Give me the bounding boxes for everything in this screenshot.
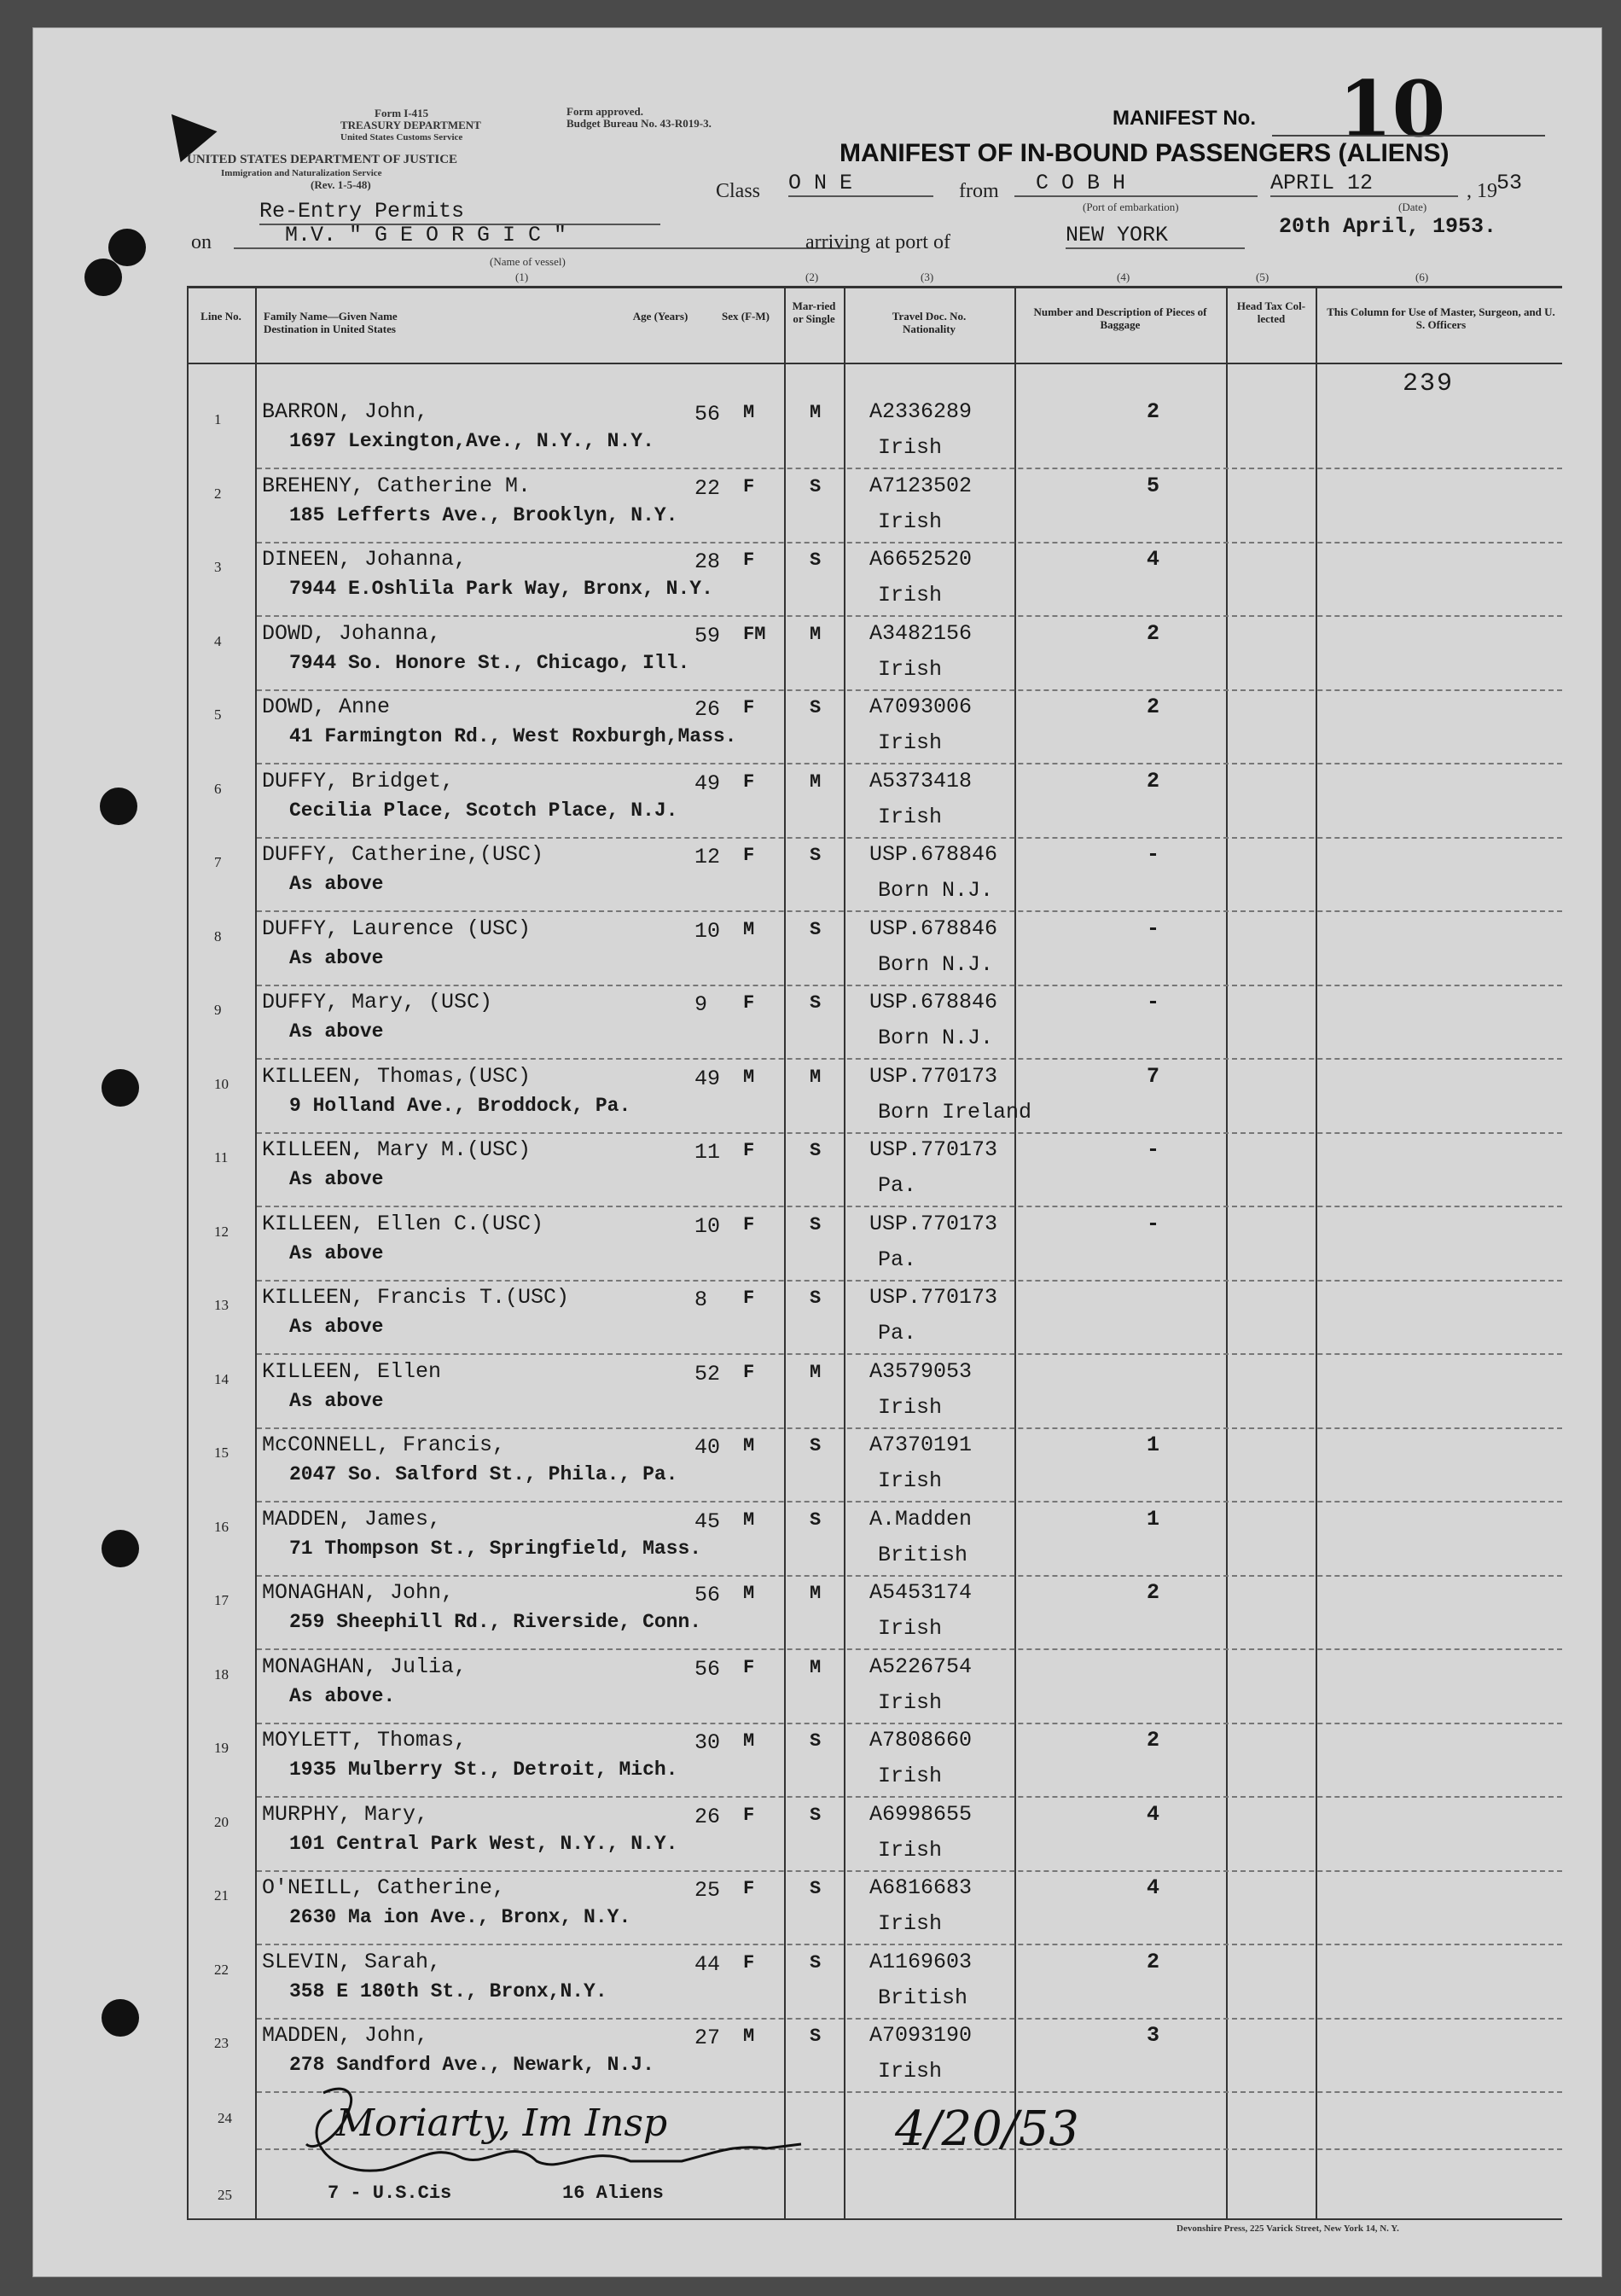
baggage-count: 7	[1147, 1063, 1160, 1089]
col-divider	[844, 286, 845, 2218]
passenger-name: BARRON, John,	[262, 399, 429, 424]
passenger-name: DUFFY, Bridget,	[262, 768, 455, 793]
baggage-count: -	[1147, 842, 1160, 867]
travel-document: A5453174	[869, 1580, 973, 1605]
port-embarkation-caption: (Port of embarkation)	[1083, 201, 1179, 213]
nationality: Born N.J.	[878, 878, 994, 903]
row-rule	[257, 1870, 1562, 1872]
baggage-count: 2	[1147, 399, 1160, 424]
baggage-count: 4	[1147, 547, 1160, 572]
passenger-age: 26	[694, 1804, 721, 1829]
passenger-destination: 259 Sheephill Rd., Riverside, Conn.	[289, 1611, 702, 1633]
marital-status: S	[810, 1213, 822, 1235]
passenger-destination: 1697 Lexington,Ave., N.Y., N.Y.	[289, 430, 654, 452]
date-caption: (Date)	[1398, 201, 1427, 213]
marital-status: S	[810, 1435, 822, 1456]
header-married: Mar-ried or Single	[792, 299, 836, 325]
row-number: 5	[214, 706, 222, 723]
passenger-name: DUFFY, Laurence (USC)	[262, 915, 532, 941]
nationality: Irish	[878, 1764, 943, 1788]
header-head-tax: Head Tax Col-lected	[1236, 299, 1306, 325]
baggage-count: 4	[1147, 1801, 1160, 1827]
passenger-sex: M	[743, 402, 755, 423]
passenger-destination: 71 Thompson St., Springfield, Mass.	[289, 1537, 702, 1560]
officer-signature: Moriarty, Im Insp	[336, 2101, 668, 2145]
row-number: 16	[214, 1518, 229, 1535]
row-number: 1	[214, 411, 222, 427]
nationality: Pa.	[878, 1173, 917, 1198]
budget-bureau: Budget Bureau No. 43-R019-3.	[566, 117, 712, 130]
marital-status: S	[810, 2026, 822, 2047]
nationality: Pa.	[878, 1321, 917, 1346]
manifest-underline	[1272, 135, 1545, 137]
passenger-name: MADDEN, John,	[262, 2023, 429, 2048]
baggage-count: 4	[1147, 1875, 1160, 1900]
manifest-page	[32, 27, 1602, 2277]
punch-hole	[102, 1069, 139, 1107]
year-prefix: , 19	[1467, 180, 1497, 202]
signature-date: 4/20/53	[895, 2101, 1079, 2157]
vessel-caption: (Name of vessel)	[490, 255, 566, 268]
travel-document: A7808660	[869, 1728, 973, 1753]
col-divider	[255, 286, 257, 2218]
passenger-age: 45	[694, 1508, 721, 1534]
table-left-border	[187, 286, 189, 2218]
nationality: Born Ireland	[878, 1099, 1032, 1125]
col-num-4: (4)	[1117, 270, 1130, 283]
marital-status: S	[810, 1140, 822, 1161]
passenger-age: 30	[694, 1730, 721, 1755]
passenger-destination: 7944 So. Honore St., Chicago, Ill.	[289, 651, 690, 674]
travel-document: USP.770173	[869, 1211, 998, 1236]
row-rule	[257, 1796, 1562, 1798]
marital-status: M	[810, 1583, 822, 1604]
passenger-name: O'NEILL, Catherine,	[262, 1875, 506, 1900]
form-approved: Form approved.	[566, 105, 644, 118]
header-name: Family Name—Given Name Destination in United States	[264, 310, 398, 335]
nationality: Irish	[878, 1911, 943, 1936]
class-value: O N E	[788, 171, 933, 197]
passenger-name: DOWD, Johanna,	[262, 620, 442, 646]
row-number: 20	[214, 1813, 229, 1830]
row-number: 18	[214, 1665, 229, 1683]
passenger-sex: F	[743, 475, 755, 497]
marital-status: S	[810, 1508, 822, 1531]
passenger-age: 49	[694, 770, 721, 796]
passenger-age: 12	[694, 845, 721, 869]
row-rule	[257, 985, 1562, 986]
marital-status: S	[810, 845, 822, 866]
passenger-age: 10	[694, 1213, 721, 1239]
passenger-destination: As above	[289, 946, 384, 969]
punch-hole	[84, 259, 122, 296]
from-value: C O B H	[1014, 171, 1258, 197]
row-number: 10	[214, 1075, 229, 1092]
nationality: British	[878, 1542, 968, 1567]
row-rule	[257, 615, 1562, 617]
reentry-permits: Re-Entry Permits	[259, 199, 660, 225]
passenger-name: KILLEEN, Ellen C.(USC)	[262, 1211, 544, 1236]
passenger-age: 52	[694, 1361, 721, 1386]
marital-status: S	[810, 1288, 822, 1309]
punch-hole	[100, 788, 137, 825]
passenger-name: DINEEN, Johanna,	[262, 547, 468, 572]
passenger-sex: M	[743, 1583, 755, 1604]
col-divider	[1316, 286, 1317, 2218]
baggage-count: 2	[1147, 1728, 1160, 1753]
passenger-name: MADDEN, James,	[262, 1506, 442, 1532]
baggage-count: 5	[1147, 473, 1160, 498]
passenger-name: MONAGHAN, Julia,	[262, 1654, 468, 1679]
row-number: 13	[214, 1297, 229, 1313]
marital-status: M	[810, 770, 822, 793]
passenger-destination: 101 Central Park West, N.Y., N.Y.	[289, 1832, 678, 1855]
travel-document: A6998655	[869, 1801, 973, 1827]
travel-document: USP.770173	[869, 1063, 998, 1089]
passenger-destination: As above.	[289, 1684, 396, 1707]
row-rule	[257, 1575, 1562, 1577]
officer-number: 239	[1403, 369, 1455, 398]
marital-status: S	[810, 697, 822, 718]
marital-status: M	[810, 402, 822, 423]
class-label: Class	[716, 180, 761, 202]
nationality: Irish	[878, 730, 943, 755]
travel-document: A7370191	[869, 1433, 973, 1457]
passenger-destination: As above	[289, 1241, 384, 1264]
row-number: 15	[214, 1444, 229, 1461]
vessel-name: M.V. " G E O R G I C "	[234, 223, 852, 249]
passenger-destination: 185 Lefferts Ave., Brooklyn, N.Y.	[289, 503, 678, 526]
row-rule	[257, 1206, 1562, 1207]
manifest-title: MANIFEST OF IN-BOUND PASSENGERS (ALIENS)	[840, 139, 1450, 167]
header-travel-doc: Travel Doc. No. Nationality	[892, 310, 967, 335]
travel-document: A7093006	[869, 695, 973, 719]
travel-document: A1169603	[869, 1949, 973, 1974]
travel-document: A7093190	[869, 2023, 973, 2048]
passenger-sex: F	[743, 1804, 755, 1826]
passenger-sex: FM	[743, 623, 766, 645]
row-rule	[257, 1648, 1562, 1650]
passenger-age: 44	[694, 1951, 721, 1977]
travel-document: A3482156	[869, 620, 973, 646]
passenger-sex: F	[743, 845, 755, 866]
nationality: Irish	[878, 435, 943, 460]
nationality: Irish	[878, 1468, 943, 1493]
passenger-destination: 358 E 180th St., Bronx,N.Y.	[289, 1979, 607, 2002]
on-label: on	[191, 231, 212, 253]
passenger-age: 59	[694, 623, 721, 648]
row-number: 8	[214, 927, 222, 945]
row-rule	[257, 1132, 1562, 1134]
marital-status: S	[810, 1730, 822, 1752]
marital-status: S	[810, 1878, 822, 1899]
travel-document: A2336289	[869, 399, 973, 424]
passenger-age: 27	[694, 2026, 721, 2050]
passenger-age: 56	[694, 1656, 721, 1682]
row-rule	[257, 1944, 1562, 1945]
passenger-sex: F	[743, 1288, 755, 1309]
baggage-count: 2	[1147, 1949, 1160, 1974]
passenger-sex: M	[743, 1066, 755, 1088]
travel-document: A.Madden	[869, 1506, 973, 1532]
from-label: from	[959, 180, 999, 202]
manifest-label: MANIFEST No.	[1113, 107, 1256, 130]
passenger-sex: F	[743, 1951, 755, 1973]
marital-status: M	[810, 1361, 822, 1383]
row-rule	[257, 1058, 1562, 1060]
passenger-destination: As above	[289, 1389, 384, 1412]
row-rule	[257, 910, 1562, 912]
header-sex: Sex (F-M)	[722, 310, 770, 323]
nationality: Irish	[878, 656, 943, 682]
passenger-age: 25	[694, 1878, 721, 1903]
embark-date-value: APRIL 12	[1270, 171, 1458, 197]
passenger-sex: M	[743, 1730, 755, 1752]
row-rule	[257, 2018, 1562, 2020]
manifest-number: 10	[1339, 64, 1446, 154]
row-number-25: 25	[218, 2187, 232, 2203]
nationality: Pa.	[878, 1247, 917, 1272]
punch-hole	[108, 229, 146, 266]
row-number: 12	[214, 1223, 229, 1240]
baggage-count: 3	[1147, 2023, 1160, 2048]
baggage-count: -	[1147, 1211, 1160, 1236]
row-number: 22	[214, 1961, 229, 1978]
passenger-age: 22	[694, 475, 721, 501]
passenger-name: DUFFY, Mary, (USC)	[262, 990, 493, 1014]
nationality: Irish	[878, 1689, 943, 1715]
passenger-name: DOWD, Anne	[262, 695, 391, 719]
row-number: 21	[214, 1887, 229, 1904]
col-num-2: (2)	[805, 270, 819, 283]
passenger-destination: As above	[289, 1168, 384, 1190]
passenger-name: DUFFY, Catherine,(USC)	[262, 842, 544, 867]
nationality: British	[878, 1985, 968, 2010]
passenger-name: MONAGHAN, John,	[262, 1580, 455, 1605]
passenger-destination: 41 Farmington Rd., West Roxburgh,Mass.	[289, 725, 737, 747]
totals-aliens: 16 Aliens	[562, 2183, 664, 2204]
nationality: Irish	[878, 1837, 943, 1863]
row-number: 17	[214, 1592, 229, 1608]
header-line-no: Line No.	[200, 310, 241, 323]
passenger-destination: 7944 E.Oshlila Park Way, Bronx, N.Y.	[289, 578, 713, 600]
baggage-count: 2	[1147, 768, 1160, 793]
row-rule	[257, 763, 1562, 764]
passenger-age: 56	[694, 1583, 721, 1607]
passenger-sex: F	[743, 1361, 755, 1383]
travel-document: USP.770173	[869, 1285, 998, 1310]
passenger-sex: M	[743, 918, 755, 940]
header-age: Age (Years)	[632, 310, 688, 323]
printer-imprint: Devonshire Press, 225 Varick Street, New York 14, N. Y.	[1177, 2223, 1399, 2234]
travel-document: A6652520	[869, 547, 973, 572]
nationality: Irish	[878, 1616, 943, 1641]
passenger-name: KILLEEN, Francis T.(USC)	[262, 1285, 570, 1310]
baggage-count: 2	[1147, 695, 1160, 719]
baggage-count: 2	[1147, 620, 1160, 646]
row-number: 2	[214, 485, 222, 502]
col-num-1: (1)	[515, 270, 529, 283]
passenger-sex: F	[743, 549, 755, 571]
col-divider	[1226, 286, 1228, 2218]
treasury-department: TREASURY DEPARTMENT	[340, 119, 481, 131]
travel-document: USP.678846	[869, 915, 998, 941]
nationality: Irish	[878, 804, 943, 829]
passenger-name: McCONNELL, Francis,	[262, 1433, 506, 1457]
nationality: Irish	[878, 509, 943, 534]
marital-status: S	[810, 1804, 822, 1826]
passenger-name: KILLEEN, Ellen	[262, 1358, 442, 1384]
passenger-age: 8	[694, 1288, 708, 1312]
row-rule	[257, 1723, 1562, 1724]
nationality: Irish	[878, 583, 943, 607]
row-rule	[257, 542, 1562, 543]
nationality: Irish	[878, 2059, 943, 2084]
marital-status: M	[810, 623, 822, 645]
header-baggage: Number and Description of Pieces of Baggage	[1033, 305, 1207, 331]
passenger-sex: F	[743, 1878, 755, 1899]
passenger-age: 10	[694, 918, 721, 944]
row-number: 4	[214, 632, 222, 649]
baggage-count: 2	[1147, 1580, 1160, 1605]
row-rule	[257, 468, 1562, 469]
marital-status: M	[810, 1066, 822, 1088]
arrival-date: 20th April, 1953.	[1279, 214, 1497, 239]
row-number-24: 24	[218, 2110, 232, 2126]
passenger-sex: M	[743, 2026, 755, 2047]
marital-status: S	[810, 918, 822, 940]
passenger-destination: As above	[289, 873, 384, 895]
passenger-age: 40	[694, 1435, 721, 1460]
immigration-service: Immigration and Naturalization Service	[221, 168, 382, 178]
baggage-count: -	[1147, 1137, 1160, 1162]
passenger-destination: 9 Holland Ave., Broddock, Pa.	[289, 1094, 631, 1117]
row-number: 7	[214, 854, 222, 870]
nationality: Irish	[878, 1394, 943, 1420]
passenger-destination: Cecilia Place, Scotch Place, N.J.	[289, 799, 678, 822]
header-officers: This Column for Use of Master, Surgeon, and U. S. Officers	[1327, 305, 1555, 331]
travel-document: A5226754	[869, 1654, 973, 1679]
arriving-label: arriving at port of	[805, 231, 950, 253]
col-num-5: (5)	[1256, 270, 1269, 283]
header-bottom-border	[187, 363, 1562, 364]
customs-service: United States Customs Service	[340, 132, 463, 142]
row-number: 6	[214, 780, 222, 797]
travel-document: USP.678846	[869, 842, 998, 867]
passenger-sex: F	[743, 697, 755, 718]
marital-status: S	[810, 549, 822, 571]
passenger-name: KILLEEN, Thomas,(USC)	[262, 1063, 532, 1089]
totals-usc: 7 - U.S.Cis	[328, 2183, 452, 2204]
form-number: Form I-415	[375, 107, 429, 119]
passenger-sex: F	[743, 1213, 755, 1235]
row-number: 11	[214, 1149, 229, 1165]
passenger-name: MURPHY, Mary,	[262, 1801, 429, 1827]
passenger-sex: M	[743, 1508, 755, 1531]
row-rule	[257, 689, 1562, 691]
passenger-name: MOYLETT, Thomas,	[262, 1728, 468, 1753]
travel-document: A6816683	[869, 1875, 973, 1900]
punch-hole	[102, 1530, 139, 1567]
travel-document: USP.678846	[869, 990, 998, 1014]
col-num-3: (3)	[921, 270, 934, 283]
passenger-sex: F	[743, 770, 755, 793]
row-rule	[257, 1353, 1562, 1355]
passenger-destination: 2047 So. Salford St., Phila., Pa.	[289, 1463, 678, 1485]
passenger-sex: M	[743, 1435, 755, 1456]
passenger-destination: As above	[289, 1316, 384, 1338]
passenger-destination: 278 Sandford Ave., Newark, N.J.	[289, 2054, 654, 2076]
baggage-count: -	[1147, 990, 1160, 1014]
nationality: Born N.J.	[878, 951, 994, 977]
passenger-age: 56	[694, 402, 721, 427]
passenger-name: KILLEEN, Mary M.(USC)	[262, 1137, 532, 1162]
passenger-sex: F	[743, 992, 755, 1014]
travel-document: USP.770173	[869, 1137, 998, 1162]
nationality: Born N.J.	[878, 1026, 994, 1050]
baggage-count: 1	[1147, 1506, 1160, 1532]
passenger-sex: F	[743, 1656, 755, 1678]
passenger-age: 26	[694, 697, 721, 722]
travel-document: A3579053	[869, 1358, 973, 1384]
marital-status: M	[810, 1656, 822, 1678]
passenger-sex: F	[743, 1140, 755, 1161]
col-num-6: (6)	[1415, 270, 1429, 283]
marital-status: S	[810, 475, 822, 497]
travel-document: A5373418	[869, 768, 973, 793]
row-number: 23	[214, 2035, 229, 2051]
passenger-name: SLEVIN, Sarah,	[262, 1949, 442, 1974]
table-top-border	[187, 286, 1562, 288]
passenger-destination: 2630 Ma ion Ave., Bronx, N.Y.	[289, 1906, 631, 1928]
punch-hole	[102, 1999, 139, 2037]
baggage-count: 1	[1147, 1433, 1160, 1457]
marital-status: S	[810, 992, 822, 1014]
row-number: 9	[214, 1002, 222, 1018]
justice-department: UNITED STATES DEPARTMENT OF JUSTICE	[187, 153, 458, 166]
row-rule	[257, 837, 1562, 839]
arrival-port: NEW YORK	[1066, 223, 1245, 249]
travel-document: A7123502	[869, 473, 973, 498]
passenger-age: 49	[694, 1066, 721, 1091]
passenger-age: 11	[694, 1140, 721, 1165]
row-number: 14	[214, 1370, 229, 1387]
col-divider	[1014, 286, 1016, 2218]
passenger-name: BREHENY, Catherine M.	[262, 473, 532, 498]
table-bottom-border	[187, 2218, 1562, 2220]
passenger-age: 9	[694, 992, 708, 1017]
passenger-destination: 1935 Mulberry St., Detroit, Mich.	[289, 1758, 678, 1781]
revision: (Rev. 1-5-48)	[311, 178, 371, 191]
row-rule	[257, 1280, 1562, 1282]
marital-status: S	[810, 1951, 822, 1973]
row-rule	[257, 1501, 1562, 1503]
baggage-count: -	[1147, 915, 1160, 941]
row-number: 3	[214, 559, 222, 575]
col-divider	[784, 286, 786, 2218]
year-value: 53	[1496, 171, 1523, 195]
passenger-destination: As above	[289, 1020, 384, 1043]
passenger-age: 28	[694, 549, 721, 574]
row-number: 19	[214, 1740, 229, 1756]
row-rule	[257, 1427, 1562, 1429]
